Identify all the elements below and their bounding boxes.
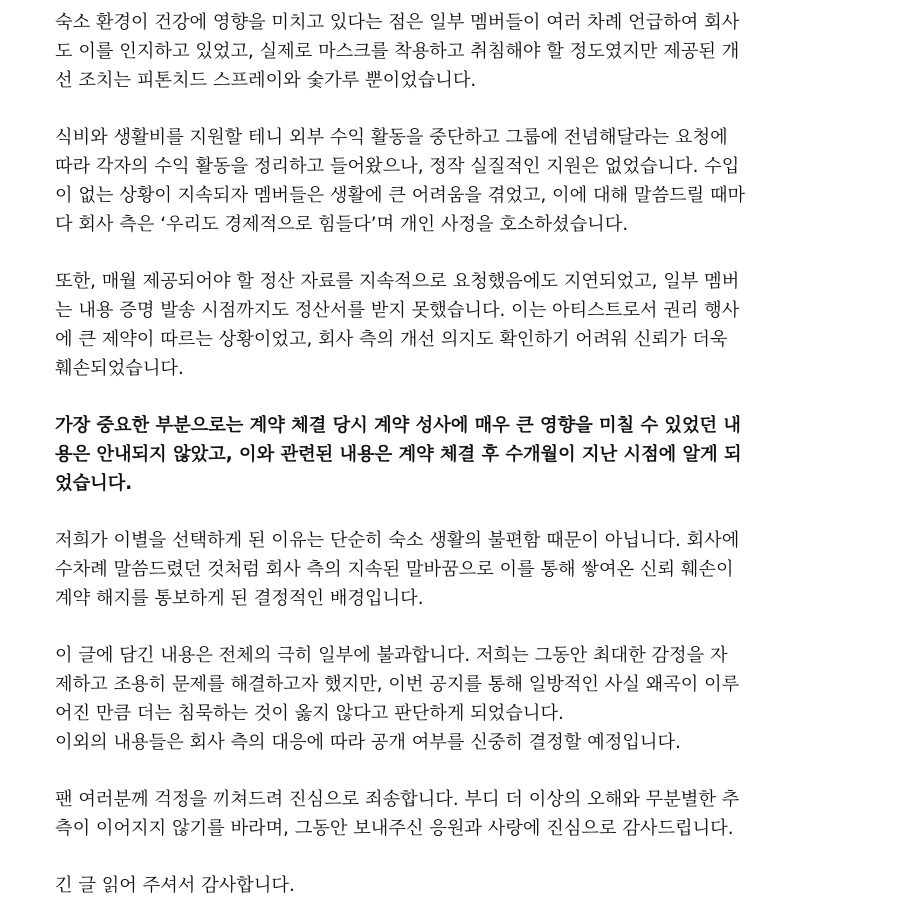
text-line: 또한, 매월 제공되어야 할 정산 자료를 지속적으로 요청했음에도 지연되었고, 일부 멤버 bbox=[55, 271, 740, 292]
text-line: 이 글에 담긴 내용은 전체의 극히 일부에 불과합니다. 저희는 그동안 최대한 감정을 자 bbox=[55, 645, 728, 666]
paragraph-reason bbox=[55, 526, 895, 613]
text-line: 에 큰 제약이 따르는 상황이었고, 회사 측의 개선 의지도 확인하기 어려워 신뢰가 더욱 bbox=[55, 329, 728, 350]
paragraph-living-support bbox=[55, 123, 895, 239]
text-line: 었습니다. bbox=[55, 473, 133, 494]
paragraph-settlement bbox=[55, 267, 895, 383]
paragraph-closing bbox=[55, 871, 895, 900]
text-line: 식비와 생활비를 지원할 테니 외부 수익 활동을 중단하고 그룹에 전념해달라는 요청에 bbox=[55, 127, 728, 148]
text-line: 이외의 내용들은 회사 측의 대응에 따라 공개 여부를 신중히 결정할 예정입니다. bbox=[55, 732, 681, 753]
paragraph-contract-important bbox=[55, 411, 895, 498]
text-line: 훼손되었습니다. bbox=[55, 358, 184, 379]
document-body bbox=[55, 8, 895, 900]
text-line: 가장 중요한 부분으로는 계약 체결 당시 계약 성사에 매우 큰 영향을 미칠 수 있었던 내 bbox=[55, 415, 741, 436]
text-line: 제하고 조용히 문제를 해결하고자 했지만, 이번 공지를 통해 일방적인 사실 왜곡이 이루 bbox=[55, 674, 740, 695]
paragraph-apology bbox=[55, 785, 895, 843]
paragraph-partial-content bbox=[55, 641, 895, 757]
text-line: 팬 여러분께 걱정을 끼쳐드려 진심으로 죄송합니다. 부디 더 이상의 오해와 무분별한 추 bbox=[55, 789, 740, 810]
text-line: 숙소 환경이 건강에 영향을 미치고 있다는 점은 일부 멤버들이 여러 차례 언급하여 회사 bbox=[55, 12, 740, 33]
text-line: 측이 이어지지 않기를 바라며, 그동안 보내주신 응원과 사랑에 진심으로 감사드립니다. bbox=[55, 818, 734, 839]
text-line: 도 이를 인지하고 있었고, 실제로 마스크를 착용하고 취침해야 할 정도였지만 제공된 개 bbox=[55, 41, 740, 62]
text-line: 이 없는 상황이 지속되자 멤버들은 생활에 큰 어려움을 겪었고, 이에 대해 말씀드릴 때마 bbox=[55, 185, 746, 206]
text-line: 따라 각자의 수익 활동을 정리하고 들어왔으나, 정작 실질적인 지원은 없었습니다. 수입 bbox=[55, 156, 740, 177]
text-line: 선 조치는 피톤치드 스프레이와 숯가루 뿐이었습니다. bbox=[55, 70, 477, 91]
text-line: 계약 해지를 통보하게 된 결정적인 배경입니다. bbox=[55, 588, 424, 609]
text-line: 는 내용 증명 발송 시점까지도 정산서를 받지 못했습니다. 이는 아티스트로서 권리 행사 bbox=[55, 300, 740, 321]
text-line: 수차례 말씀드렸던 것처럼 회사 측의 지속된 말바꿈으로 이를 통해 쌓여온 신뢰 훼손이 bbox=[55, 559, 734, 580]
text-line: 용은 안내되지 않았고, 이와 관련된 내용은 계약 체결 후 수개월이 지난 시점에 알게 되 bbox=[55, 444, 742, 465]
text-line: 어진 만큼 더는 침묵하는 것이 옳지 않다고 판단하게 되었습니다. bbox=[55, 703, 564, 724]
text-line: 저희가 이별을 선택하게 된 이유는 단순히 숙소 생활의 불편함 때문이 아닙니다. 회사에 bbox=[55, 530, 740, 551]
text-line: 긴 글 읽어 주셔서 감사합니다. bbox=[55, 875, 295, 896]
paragraph-dormitory bbox=[55, 8, 895, 95]
text-line: 다 회사 측은 ‘우리도 경제적으로 힘들다’며 개인 사정을 호소하셨습니다. bbox=[55, 214, 629, 235]
